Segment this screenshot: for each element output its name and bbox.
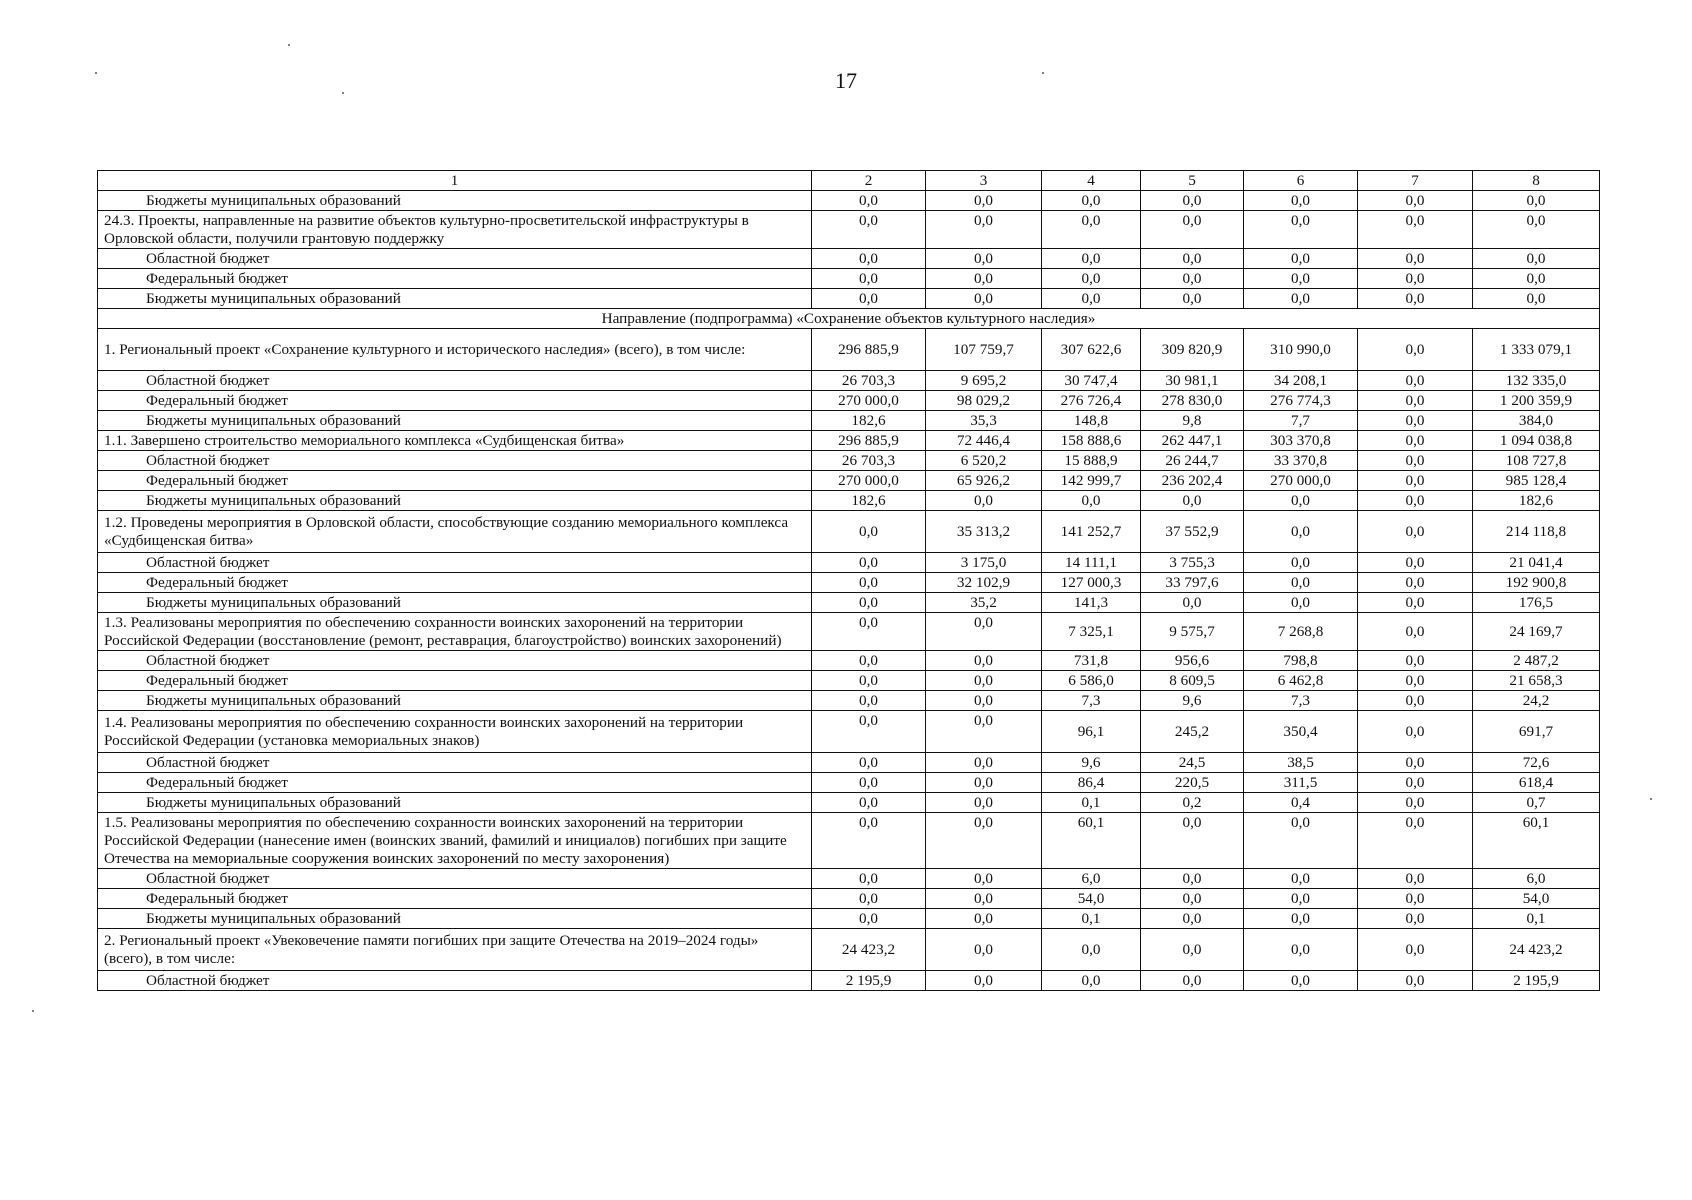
value-cell: 0,0 — [812, 511, 926, 553]
budget-source-row — [98, 573, 1600, 593]
value-cell: 34 208,1 — [1244, 371, 1358, 391]
header-cell: 4 — [1042, 171, 1141, 191]
row-label: Областной бюджет — [98, 869, 812, 889]
value-cell: 0,0 — [812, 593, 926, 613]
value-cell: 0,0 — [1358, 249, 1473, 269]
row-label: Бюджеты муниципальных образований — [98, 191, 812, 211]
value-cell: 6,0 — [1042, 869, 1141, 889]
value-cell: 0,0 — [812, 691, 926, 711]
value-cell: 0,0 — [1244, 191, 1358, 211]
value-cell: 0,0 — [926, 793, 1042, 813]
value-cell: 956,6 — [1141, 651, 1244, 671]
value-cell: 0,0 — [1244, 593, 1358, 613]
row-label: Бюджеты муниципальных образований — [98, 909, 812, 929]
value-cell: 0,2 — [1141, 793, 1244, 813]
value-cell: 60,1 — [1473, 813, 1600, 869]
item-row — [98, 813, 1600, 869]
value-cell: 0,0 — [1244, 491, 1358, 511]
value-cell: 0,0 — [1244, 813, 1358, 869]
value-cell: 0,0 — [1358, 391, 1473, 411]
value-cell: 14 111,1 — [1042, 553, 1141, 573]
value-cell: 0,0 — [812, 813, 926, 869]
value-cell: 35 313,2 — [926, 511, 1042, 553]
value-cell: 35,3 — [926, 411, 1042, 431]
value-cell: 0,4 — [1244, 793, 1358, 813]
budget-source-row — [98, 593, 1600, 613]
value-cell: 7 325,1 — [1042, 613, 1141, 651]
scan-speck — [342, 92, 344, 94]
row-label: Федеральный бюджет — [98, 773, 812, 793]
value-cell: 0,0 — [926, 971, 1042, 991]
value-cell: 24 423,2 — [812, 929, 926, 971]
value-cell: 0,0 — [926, 869, 1042, 889]
value-cell: 182,6 — [812, 411, 926, 431]
value-cell: 0,0 — [1244, 909, 1358, 929]
budget-source-row — [98, 773, 1600, 793]
value-cell: 72,6 — [1473, 753, 1600, 773]
value-cell: 182,6 — [1473, 491, 1600, 511]
value-cell: 0,0 — [1358, 869, 1473, 889]
value-cell: 985 128,4 — [1473, 471, 1600, 491]
value-cell: 54,0 — [1473, 889, 1600, 909]
value-cell: 0,0 — [812, 753, 926, 773]
value-cell: 0,0 — [926, 613, 1042, 651]
value-cell: 0,0 — [1358, 511, 1473, 553]
value-cell: 0,0 — [926, 249, 1042, 269]
value-cell: 0,0 — [812, 909, 926, 929]
budget-source-row — [98, 651, 1600, 671]
value-cell: 60,1 — [1042, 813, 1141, 869]
row-label: Федеральный бюджет — [98, 671, 812, 691]
value-cell: 132 335,0 — [1473, 371, 1600, 391]
value-cell: 141 252,7 — [1042, 511, 1141, 553]
header-cell: 1 — [98, 171, 812, 191]
value-cell: 0,0 — [1244, 573, 1358, 593]
value-cell: 0,0 — [1042, 971, 1141, 991]
value-cell: 32 102,9 — [926, 573, 1042, 593]
value-cell: 0,0 — [812, 793, 926, 813]
row-label: Бюджеты муниципальных образований — [98, 289, 812, 309]
value-cell: 24 423,2 — [1473, 929, 1600, 971]
scan-speck — [95, 72, 97, 74]
scan-speck — [288, 44, 290, 46]
row-label: Областной бюджет — [98, 451, 812, 471]
value-cell: 1 200 359,9 — [1473, 391, 1600, 411]
value-cell: 9,6 — [1042, 753, 1141, 773]
value-cell: 0,0 — [1358, 431, 1473, 451]
value-cell: 0,0 — [926, 909, 1042, 929]
value-cell: 0,0 — [1042, 491, 1141, 511]
value-cell: 7 268,8 — [1244, 613, 1358, 651]
row-label: 2. Региональный проект «Увековечение памяти погибших при защите Отечества на 2019–2024 годы» (всего), в том числе: — [98, 929, 812, 971]
value-cell: 0,0 — [812, 711, 926, 753]
value-cell: 9 695,2 — [926, 371, 1042, 391]
value-cell: 7,7 — [1244, 411, 1358, 431]
value-cell: 309 820,9 — [1141, 329, 1244, 371]
row-label: 24.3. Проекты, направленные на развитие объектов культурно-просветительской инфраструктуры в Орловской области, получили грантовую поддержку — [98, 211, 812, 249]
value-cell: 0,0 — [812, 269, 926, 289]
budget-source-row — [98, 411, 1600, 431]
value-cell: 2 195,9 — [812, 971, 926, 991]
value-cell: 0,0 — [1042, 191, 1141, 211]
value-cell: 0,0 — [1358, 929, 1473, 971]
value-cell: 0,0 — [1141, 909, 1244, 929]
value-cell: 1 094 038,8 — [1473, 431, 1600, 451]
value-cell: 0,0 — [1358, 593, 1473, 613]
row-label: Областной бюджет — [98, 249, 812, 269]
value-cell: 0,0 — [1358, 651, 1473, 671]
value-cell: 8 609,5 — [1141, 671, 1244, 691]
row-label: Бюджеты муниципальных образований — [98, 411, 812, 431]
value-cell: 37 552,9 — [1141, 511, 1244, 553]
value-cell: 158 888,6 — [1042, 431, 1141, 451]
value-cell: 33 797,6 — [1141, 573, 1244, 593]
budget-source-row — [98, 971, 1600, 991]
row-label: Областной бюджет — [98, 651, 812, 671]
value-cell: 96,1 — [1042, 711, 1141, 753]
value-cell: 0,0 — [1358, 889, 1473, 909]
header-cell: 6 — [1244, 171, 1358, 191]
value-cell: 220,5 — [1141, 773, 1244, 793]
value-cell: 0,0 — [1141, 593, 1244, 613]
value-cell: 0,0 — [1358, 711, 1473, 753]
value-cell: 142 999,7 — [1042, 471, 1141, 491]
value-cell: 0,0 — [812, 613, 926, 651]
value-cell: 0,0 — [926, 711, 1042, 753]
row-label: Областной бюджет — [98, 553, 812, 573]
value-cell: 192 900,8 — [1473, 573, 1600, 593]
budget-table — [97, 170, 1600, 991]
value-cell: 0,0 — [926, 773, 1042, 793]
value-cell: 33 370,8 — [1244, 451, 1358, 471]
value-cell: 0,0 — [812, 889, 926, 909]
budget-source-row — [98, 553, 1600, 573]
row-label: 1.4. Реализованы мероприятия по обеспечению сохранности воинских захоронений на территории Российской Федерации (установка мемориальных знаков) — [98, 711, 812, 753]
scan-speck — [1042, 72, 1044, 74]
value-cell: 270 000,0 — [1244, 471, 1358, 491]
value-cell: 176,5 — [1473, 593, 1600, 613]
value-cell: 0,0 — [1141, 211, 1244, 249]
value-cell: 15 888,9 — [1042, 451, 1141, 471]
value-cell: 0,0 — [812, 671, 926, 691]
value-cell: 0,0 — [1042, 249, 1141, 269]
value-cell: 0,0 — [1358, 289, 1473, 309]
value-cell: 0,0 — [1358, 211, 1473, 249]
value-cell: 2 195,9 — [1473, 971, 1600, 991]
budget-source-row — [98, 889, 1600, 909]
header-cell: 8 — [1473, 171, 1600, 191]
row-label: Федеральный бюджет — [98, 471, 812, 491]
value-cell: 618,4 — [1473, 773, 1600, 793]
value-cell: 0,0 — [1244, 511, 1358, 553]
value-cell: 0,0 — [1358, 411, 1473, 431]
value-cell: 0,0 — [1244, 869, 1358, 889]
value-cell: 0,0 — [1358, 329, 1473, 371]
value-cell: 0,7 — [1473, 793, 1600, 813]
value-cell: 0,0 — [1358, 671, 1473, 691]
value-cell: 0,0 — [1473, 191, 1600, 211]
value-cell: 0,0 — [1358, 471, 1473, 491]
row-label: 1.1. Завершено строительство мемориального комплекса «Судбищенская битва» — [98, 431, 812, 451]
header-cell: 5 — [1141, 171, 1244, 191]
value-cell: 0,0 — [812, 249, 926, 269]
value-cell: 0,0 — [1141, 889, 1244, 909]
item-row — [98, 431, 1600, 451]
value-cell: 3 175,0 — [926, 553, 1042, 573]
value-cell: 0,0 — [1244, 211, 1358, 249]
value-cell: 0,0 — [1244, 269, 1358, 289]
value-cell: 0,0 — [1358, 269, 1473, 289]
value-cell: 24,2 — [1473, 691, 1600, 711]
item-row — [98, 711, 1600, 753]
value-cell: 384,0 — [1473, 411, 1600, 431]
value-cell: 350,4 — [1244, 711, 1358, 753]
item-row — [98, 211, 1600, 249]
value-cell: 7,3 — [1244, 691, 1358, 711]
row-label: Федеральный бюджет — [98, 269, 812, 289]
value-cell: 0,0 — [1042, 211, 1141, 249]
section-header-row — [98, 309, 1600, 329]
value-cell: 9,6 — [1141, 691, 1244, 711]
budget-source-row — [98, 391, 1600, 411]
value-cell: 0,0 — [926, 191, 1042, 211]
value-cell: 0,0 — [1473, 249, 1600, 269]
value-cell: 0,1 — [1042, 909, 1141, 929]
value-cell: 245,2 — [1141, 711, 1244, 753]
value-cell: 0,0 — [1141, 269, 1244, 289]
budget-source-row — [98, 753, 1600, 773]
header-cell: 7 — [1358, 171, 1473, 191]
scan-speck — [1650, 798, 1652, 800]
value-cell: 108 727,8 — [1473, 451, 1600, 471]
value-cell: 21 658,3 — [1473, 671, 1600, 691]
value-cell: 3 755,3 — [1141, 553, 1244, 573]
value-cell: 182,6 — [812, 491, 926, 511]
value-cell: 0,0 — [1358, 451, 1473, 471]
value-cell: 26 244,7 — [1141, 451, 1244, 471]
item-row — [98, 929, 1600, 971]
value-cell: 2 487,2 — [1473, 651, 1600, 671]
value-cell: 270 000,0 — [812, 471, 926, 491]
value-cell: 0,0 — [926, 269, 1042, 289]
value-cell: 303 370,8 — [1244, 431, 1358, 451]
value-cell: 0,0 — [1473, 211, 1600, 249]
value-cell: 6 520,2 — [926, 451, 1042, 471]
budget-source-row — [98, 471, 1600, 491]
value-cell: 0,1 — [1473, 909, 1600, 929]
value-cell: 0,0 — [1358, 573, 1473, 593]
value-cell: 691,7 — [1473, 711, 1600, 753]
value-cell: 86,4 — [1042, 773, 1141, 793]
value-cell: 0,0 — [1141, 289, 1244, 309]
budget-source-row — [98, 249, 1600, 269]
value-cell: 26 703,3 — [812, 371, 926, 391]
value-cell: 296 885,9 — [812, 431, 926, 451]
value-cell: 0,0 — [1473, 289, 1600, 309]
value-cell: 127 000,3 — [1042, 573, 1141, 593]
value-cell: 0,0 — [812, 553, 926, 573]
value-cell: 24 169,7 — [1473, 613, 1600, 651]
value-cell: 262 447,1 — [1141, 431, 1244, 451]
value-cell: 0,0 — [1244, 553, 1358, 573]
row-label: Федеральный бюджет — [98, 889, 812, 909]
value-cell: 7,3 — [1042, 691, 1141, 711]
value-cell: 24,5 — [1141, 753, 1244, 773]
value-cell: 0,0 — [1358, 971, 1473, 991]
value-cell: 0,0 — [1358, 371, 1473, 391]
value-cell: 0,0 — [1244, 889, 1358, 909]
value-cell: 0,0 — [1244, 929, 1358, 971]
value-cell: 0,0 — [1244, 249, 1358, 269]
value-cell: 0,0 — [926, 671, 1042, 691]
budget-source-row — [98, 909, 1600, 929]
item-row — [98, 329, 1600, 371]
budget-source-row — [98, 371, 1600, 391]
budget-source-row — [98, 793, 1600, 813]
value-cell: 6,0 — [1473, 869, 1600, 889]
value-cell: 0,0 — [1141, 491, 1244, 511]
value-cell: 0,0 — [1141, 249, 1244, 269]
value-cell: 307 622,6 — [1042, 329, 1141, 371]
item-row — [98, 511, 1600, 553]
value-cell: 0,0 — [812, 211, 926, 249]
value-cell: 98 029,2 — [926, 391, 1042, 411]
value-cell: 0,0 — [926, 889, 1042, 909]
value-cell: 21 041,4 — [1473, 553, 1600, 573]
value-cell: 0,0 — [926, 929, 1042, 971]
value-cell: 30 747,4 — [1042, 371, 1141, 391]
value-cell: 1 333 079,1 — [1473, 329, 1600, 371]
budget-source-row — [98, 691, 1600, 711]
value-cell: 0,0 — [926, 491, 1042, 511]
value-cell: 30 981,1 — [1141, 371, 1244, 391]
budget-source-row — [98, 491, 1600, 511]
value-cell: 0,0 — [926, 753, 1042, 773]
value-cell: 0,1 — [1042, 793, 1141, 813]
value-cell: 0,0 — [1358, 613, 1473, 651]
value-cell: 270 000,0 — [812, 391, 926, 411]
value-cell: 0,0 — [812, 869, 926, 889]
budget-source-row — [98, 869, 1600, 889]
value-cell: 0,0 — [1141, 191, 1244, 211]
value-cell: 54,0 — [1042, 889, 1141, 909]
value-cell: 65 926,2 — [926, 471, 1042, 491]
row-label: Бюджеты муниципальных образований — [98, 691, 812, 711]
value-cell: 214 118,8 — [1473, 511, 1600, 553]
value-cell: 0,0 — [1358, 813, 1473, 869]
value-cell: 9 575,7 — [1141, 613, 1244, 651]
value-cell: 141,3 — [1042, 593, 1141, 613]
value-cell: 311,5 — [1244, 773, 1358, 793]
budget-source-row — [98, 269, 1600, 289]
value-cell: 9,8 — [1141, 411, 1244, 431]
row-label: Областной бюджет — [98, 753, 812, 773]
value-cell: 0,0 — [1358, 793, 1473, 813]
header-cell: 3 — [926, 171, 1042, 191]
value-cell: 0,0 — [1042, 289, 1141, 309]
value-cell: 731,8 — [1042, 651, 1141, 671]
value-cell: 0,0 — [1358, 909, 1473, 929]
row-label: Федеральный бюджет — [98, 573, 812, 593]
budget-source-row — [98, 451, 1600, 471]
value-cell: 0,0 — [1358, 553, 1473, 573]
value-cell: 0,0 — [812, 191, 926, 211]
header-cell: 2 — [812, 171, 926, 191]
value-cell: 0,0 — [926, 813, 1042, 869]
value-cell: 0,0 — [1358, 191, 1473, 211]
value-cell: 0,0 — [1358, 773, 1473, 793]
row-label: Областной бюджет — [98, 971, 812, 991]
value-cell: 0,0 — [1358, 691, 1473, 711]
row-label: 1.2. Проведены мероприятия в Орловской области, способствующие созданию мемориального комплекса «Судбищенская битва» — [98, 511, 812, 553]
value-cell: 0,0 — [1244, 971, 1358, 991]
value-cell: 0,0 — [926, 651, 1042, 671]
value-cell: 276 774,3 — [1244, 391, 1358, 411]
budget-source-row — [98, 671, 1600, 691]
value-cell: 35,2 — [926, 593, 1042, 613]
value-cell: 0,0 — [812, 773, 926, 793]
value-cell: 0,0 — [1141, 971, 1244, 991]
value-cell: 148,8 — [1042, 411, 1141, 431]
budget-source-row — [98, 191, 1600, 211]
value-cell: 38,5 — [1244, 753, 1358, 773]
value-cell: 72 446,4 — [926, 431, 1042, 451]
value-cell: 798,8 — [1244, 651, 1358, 671]
value-cell: 0,0 — [1042, 269, 1141, 289]
row-label: Федеральный бюджет — [98, 391, 812, 411]
row-label: Областной бюджет — [98, 371, 812, 391]
section-title: Направление (подпрограмма) «Сохранение объектов культурного наследия» — [98, 309, 1600, 329]
value-cell: 310 990,0 — [1244, 329, 1358, 371]
row-label: Бюджеты муниципальных образований — [98, 491, 812, 511]
scan-speck — [32, 1010, 34, 1012]
value-cell: 0,0 — [812, 573, 926, 593]
row-label: 1.5. Реализованы мероприятия по обеспечению сохранности воинских захоронений на территории Российской Федерации (нанесение имен (воинских званий, фамилий и инициалов) погибших при защите Отечества на мемориальные сооружения воинских захоронений по месту захоронения) — [98, 813, 812, 869]
value-cell: 276 726,4 — [1042, 391, 1141, 411]
value-cell: 0,0 — [926, 289, 1042, 309]
value-cell: 278 830,0 — [1141, 391, 1244, 411]
value-cell: 0,0 — [1042, 929, 1141, 971]
value-cell: 6 462,8 — [1244, 671, 1358, 691]
budget-source-row — [98, 289, 1600, 309]
value-cell: 296 885,9 — [812, 329, 926, 371]
value-cell: 0,0 — [1141, 813, 1244, 869]
value-cell: 0,0 — [1141, 869, 1244, 889]
header-row — [98, 171, 1600, 191]
value-cell: 236 202,4 — [1141, 471, 1244, 491]
table-body — [98, 171, 1600, 991]
value-cell: 107 759,7 — [926, 329, 1042, 371]
value-cell: 0,0 — [1473, 269, 1600, 289]
value-cell: 26 703,3 — [812, 451, 926, 471]
value-cell: 0,0 — [926, 211, 1042, 249]
value-cell: 0,0 — [926, 691, 1042, 711]
value-cell: 6 586,0 — [1042, 671, 1141, 691]
value-cell: 0,0 — [1358, 753, 1473, 773]
row-label: Бюджеты муниципальных образований — [98, 793, 812, 813]
row-label: 1.3. Реализованы мероприятия по обеспечению сохранности воинских захоронений на территории Российской Федерации (восстановление (ремонт, реставрация, благоустройство) воинских захоронений) — [98, 613, 812, 651]
item-row — [98, 613, 1600, 651]
value-cell: 0,0 — [1141, 929, 1244, 971]
value-cell: 0,0 — [1244, 289, 1358, 309]
row-label: Бюджеты муниципальных образований — [98, 593, 812, 613]
value-cell: 0,0 — [1358, 491, 1473, 511]
value-cell: 0,0 — [812, 651, 926, 671]
value-cell: 0,0 — [812, 289, 926, 309]
row-label: 1. Региональный проект «Сохранение культурного и исторического наследия» (всего), в том числе: — [98, 329, 812, 371]
page-number: 17 — [835, 68, 857, 93]
